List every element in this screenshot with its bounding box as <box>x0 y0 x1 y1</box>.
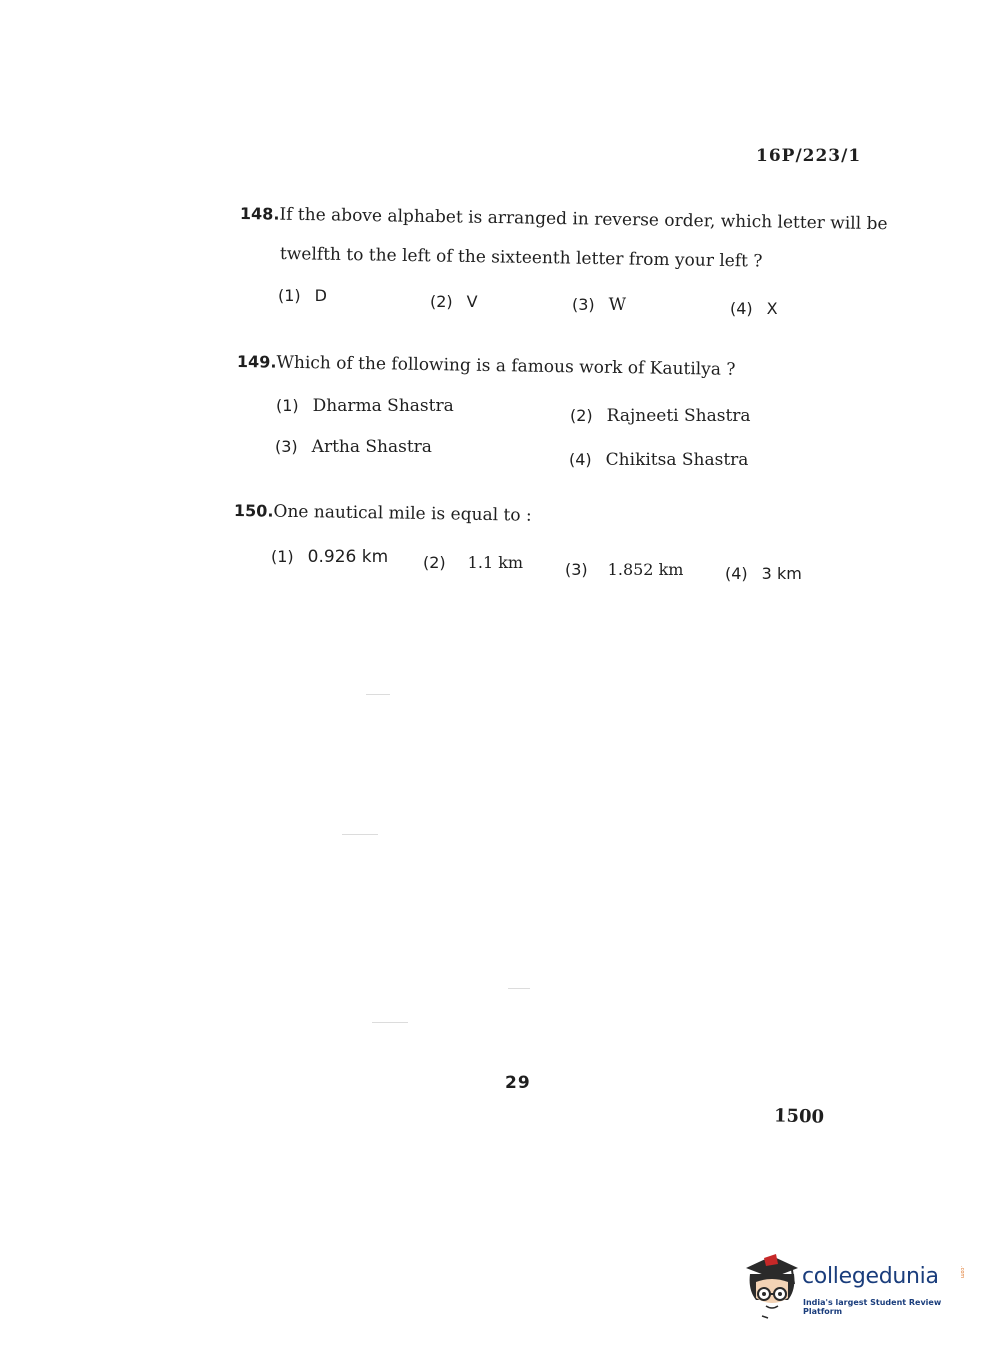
question-number: 149. <box>236 352 277 372</box>
option-text: Artha Shastra <box>311 437 432 457</box>
question-text: One nautical mile is equal to : <box>273 501 532 526</box>
option-150-3 <box>565 560 683 579</box>
option-text: 3 km <box>761 564 802 583</box>
option-text: 0.926 km <box>307 547 389 567</box>
option-number: (3) <box>275 437 298 456</box>
option-number: (4) <box>725 564 748 583</box>
option-number: (1) <box>271 547 294 566</box>
option-149-4 <box>569 450 748 470</box>
option-text: Chikitsa Shastra <box>605 450 749 470</box>
option-150-1 <box>271 547 388 567</box>
option-text: Dharma Shastra <box>312 396 454 416</box>
option-number: (4) <box>569 450 592 469</box>
option-149-1 <box>276 396 454 416</box>
question-number: 148. <box>239 204 280 224</box>
option-text: 1.852 km <box>607 560 684 579</box>
option-149-2 <box>570 406 751 426</box>
option-text: V <box>466 292 478 311</box>
option-number: (3) <box>572 295 595 314</box>
option-text: 1.1 km <box>467 553 524 572</box>
mascot-graduate-icon <box>742 1250 802 1320</box>
scan-speck <box>366 694 390 695</box>
option-150-4 <box>725 564 802 583</box>
option-number: (2) <box>430 292 453 311</box>
option-150-2 <box>423 553 523 572</box>
question-148-line2 <box>280 244 763 272</box>
logo-suffix: .com <box>959 1266 965 1279</box>
paper-code: 16P/223/1 <box>756 146 862 166</box>
option-number: (4) <box>730 299 753 318</box>
option-148-2 <box>430 292 478 311</box>
scan-speck <box>372 1022 408 1023</box>
question-number: 150. <box>233 501 274 521</box>
option-number: (2) <box>423 553 446 572</box>
logo-wordmark: collegedunia <box>802 1264 939 1289</box>
scan-speck <box>508 988 530 989</box>
page-number: 29 <box>505 1073 531 1093</box>
option-text: W <box>608 295 627 315</box>
question-text: If the above alphabet is arranged in reverse order, which letter will be <box>279 204 888 235</box>
option-number: (1) <box>276 396 299 415</box>
option-148-1 <box>278 286 327 305</box>
collegedunia-logo[interactable] <box>742 1250 972 1320</box>
question-148 <box>240 204 888 234</box>
option-148-4 <box>730 299 778 318</box>
question-150 <box>234 501 532 526</box>
option-number: (1) <box>278 286 301 305</box>
question-149 <box>237 352 736 380</box>
option-number: (2) <box>570 406 593 425</box>
option-text: D <box>314 286 327 305</box>
option-148-3 <box>572 295 626 315</box>
question-text: Which of the following is a famous work of Kautilya ? <box>276 352 736 380</box>
option-text: Rajneeti Shastra <box>606 406 751 426</box>
option-149-3 <box>275 437 432 457</box>
logo-tagline: India's largest Student Review Platform <box>803 1298 942 1316</box>
scan-speck <box>342 834 378 835</box>
option-text: X <box>766 299 778 318</box>
option-number: (3) <box>565 560 588 579</box>
page-count-mark: 1500 <box>773 1105 825 1128</box>
question-text: twelfth to the left of the sixteenth letter from your left ? <box>279 244 763 272</box>
